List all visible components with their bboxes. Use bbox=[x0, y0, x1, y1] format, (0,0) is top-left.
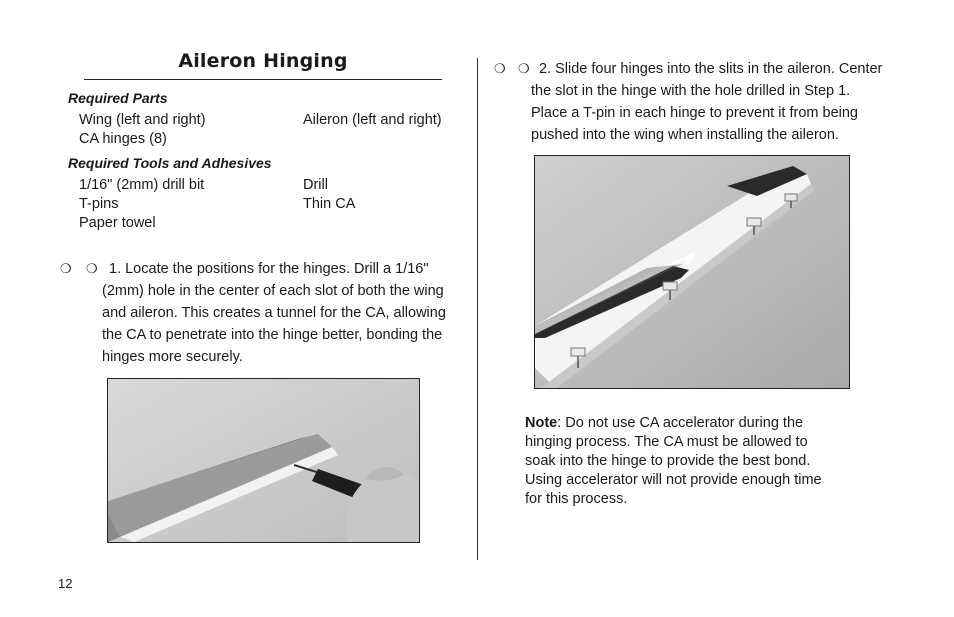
tools-item: 1/16" (2mm) drill bit bbox=[79, 177, 205, 193]
page-title: Aileron Hinging bbox=[178, 50, 348, 72]
note-first-line bbox=[525, 414, 855, 433]
parts-item: CA hinges (8) bbox=[79, 131, 167, 147]
note-label: Note bbox=[525, 415, 558, 431]
note-line: Using accelerator will not provide enough time bbox=[525, 472, 822, 488]
step2-line: the slot in the hinge with the hole drilled in Step 1. bbox=[531, 83, 851, 99]
tools-item: T-pins bbox=[79, 196, 119, 212]
checkbox-icon[interactable]: ❍ bbox=[494, 61, 506, 76]
hinges-illustration bbox=[535, 156, 849, 388]
note-paragraph bbox=[525, 414, 855, 509]
column-divider bbox=[477, 58, 478, 560]
note-line: : Do not use CA accelerator during the bbox=[557, 415, 804, 431]
parts-item: Wing (left and right) bbox=[79, 112, 206, 128]
step2-line: pushed into the wing when installing the aileron. bbox=[531, 127, 839, 143]
page-number: 12 bbox=[58, 576, 73, 591]
step1-line: and aileron. This creates a tunnel for the CA, allowing bbox=[102, 305, 446, 321]
drilling-photo bbox=[107, 378, 420, 543]
note-line: soak into the hinge to provide the best bond. bbox=[525, 453, 811, 469]
hinges-photo bbox=[534, 155, 850, 389]
checkbox-icon[interactable]: ❍ bbox=[86, 261, 98, 276]
parts-item: Aileron (left and right) bbox=[303, 112, 442, 128]
required-parts-heading: Required Parts bbox=[68, 90, 168, 106]
checkbox-icon[interactable]: ❍ bbox=[60, 261, 72, 276]
step1-line: (2mm) hole in the center of each slot of both the wing bbox=[102, 283, 444, 299]
tools-item: Drill bbox=[303, 177, 328, 193]
note-line: for this process. bbox=[525, 491, 628, 507]
step1-line: hinges more securely. bbox=[102, 349, 243, 365]
step1-line: 1. Locate the positions for the hinges. Drill a 1/16" bbox=[109, 261, 429, 277]
tools-item: Paper towel bbox=[79, 215, 156, 231]
step2-line: Place a T-pin in each hinge to prevent it from being bbox=[531, 105, 858, 121]
step1-line: the CA to penetrate into the hinge better, bonding the bbox=[102, 327, 443, 343]
drilling-illustration bbox=[108, 379, 419, 542]
tools-item: Thin CA bbox=[303, 196, 356, 212]
checkbox-icon[interactable]: ❍ bbox=[518, 61, 530, 76]
note-line: hinging process. The CA must be allowed to bbox=[525, 434, 808, 450]
title-rule bbox=[84, 79, 442, 80]
step2-line: 2. Slide four hinges into the slits in the aileron. Center bbox=[539, 61, 883, 77]
required-tools-heading: Required Tools and Adhesives bbox=[68, 155, 272, 171]
